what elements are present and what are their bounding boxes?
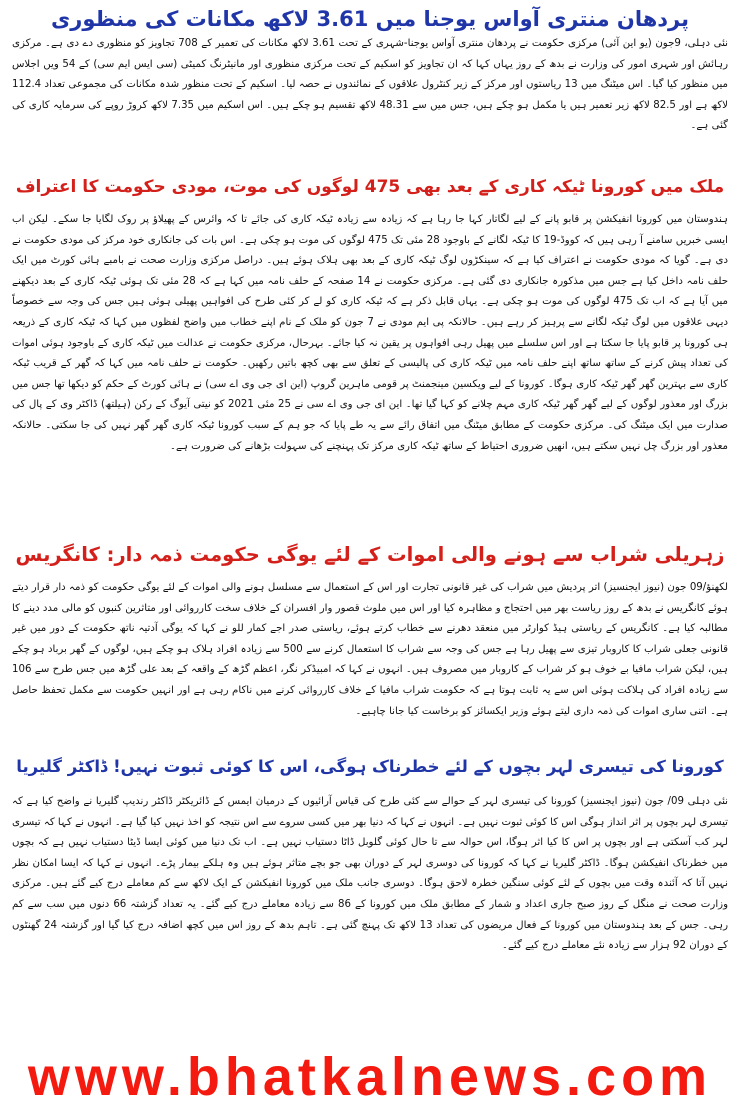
body-housing-scheme: نئی دہلی، 9جون (یو این آئی) مرکزی حکومت نے پردھان منتری آواس یوجنا-شہری کے تحت 3.61 لاکھ مکانات کی تعمیر کے 708 تجاویز کو منظوری دے دی ہے۔ مرکزی رہائش اور شہری امور کی وزارت نے بدھ کے روز یہاں کہا کہ ان تجاویز کو اسکیم کے تحت مرکزی منظوری اور مانیٹرنگ کمیٹی (سی ایس ایم سی) کے 54 ویں اجلاس میں منظور کیا گیا۔ اس میٹنگ میں 13 ریاستوں اور مرکز کے زیر کنٹرول علاقوں کے نمائندوں نے حصہ لیا۔ اسکیم کے تحت منظور شدہ مکانات کی مجموعی تعداد 112.4 لاکھ ہے اور 82.5 لاکھ زیر تعمیر ہیں یا مکمل ہو چکے ہیں، جس میں سے 48.31 لاکھ تقسیم ہو چکے ہیں۔ اس اسکیم میں 7.35 لاکھ کروڑ روپے کی سرمایہ کاری کی گئی ہے۔ — [12, 38, 728, 132]
headline-housing-scheme: پردھان منتری آواس یوجنا میں 3.61 لاکھ مکانات کی منظوری — [50, 7, 690, 31]
headline-spurious-liquor: زہریلی شراب سے ہونے والی اموات کے لئے یوگی حکومت ذمہ دار: کانگریس — [15, 543, 725, 566]
body-vaccination-deaths: ہندوستان میں کورونا انفیکشن پر قابو پانے کے لیے لگاتار کہا جا رہا ہے کہ زیادہ سے زیادہ ٹیکہ کاری کی جائے تا کہ وائرس کے پھیلاؤ پر روک لگایا جا سکے۔ لیکن اب ایسی خبریں سامنے آ رہی ہیں کہ کووڈ-19 کا ٹیکہ لگانے کے باوجود 28 مئی تک 475 لوگوں کی موت ہو چکی ہے۔ اس بات کی جانکاری خود مرکز کی مودی حکومت نے دی ہے۔ گویا کہ مودی حکومت نے اعتراف کیا ہے کہ سینکڑوں لوگ ٹیکہ کاری کے بعد بھی ہلاک ہوئے ہیں۔ دراصل مرکزی وزارت صحت نے بامبے ہائی کورٹ میں ایک حلف نامہ داخل کیا ہے جس میں مذکورہ جانکاری دی گئی ہے۔ مرکزی حکومت نے 14 صفحہ کے حلف نامہ میں کہا ہے کہ 28 مئی تک ہوئی ٹیکہ کاری کے بعد دیکھنے میں آیا ہے کہ اب تک 475 لوگوں کی موت ہو چکی ہے۔ یہاں قابل ذکر ہے کہ ٹیکہ کاری کو لے کر کئی طرح کی افواہیں پھیلی ہوئی ہیں جس کی وجہ سے خصوصاً دیہی علاقوں میں لوگ ٹیکہ لگانے سے پرہیز کر رہے ہیں۔ حالانکہ پی ایم مودی نے 7 جون کو ملک کے نام اپنے خطاب میں واضح لفظوں میں کہا کہ ٹیکہ کاری کے ذریعہ ہی کورونا پر قابو پایا جا سکتا ہے اور اس سلسلے میں پھیل رہی افواہوں پر یقین نہ کیا جائے۔ بہرحال، مرکزی حکومت نے عدالت میں ٹیکہ کاری کے باوجود ہوئی اموات کی تعداد پیش کرنے کے ساتھ ساتھ اپنے حلف نامہ میں ٹیکہ کاری کی پالیسی کے تعلق سے بھی کچھ باتیں رکھیں۔ حکومت نے حلف نامہ میں کہا کہ گھر کے قریب ٹیکہ کاری سے بہترین گھر گھر ٹیکہ کاری ہوگا۔ کورونا کے لیے ویکسین مینجمنٹ پر قومی ماہرین گروپ (این ای جی وی اے سی) نے ہائی کورٹ کے حکم کو دیکھا تھا جس میں بزرگ اور معذور لوگوں کے لیے گھر گھر ٹیکہ کاری مہم چلانے کو کہا گیا تھا۔ این ای جی وی اے سی نے 25 مئی 2021 کو نیتی آیوگ کے رکن (ہیلتھ) ڈاکٹر وی کے پال کی صدارت میں ایک میٹنگ کی۔ مرکزی حکومت کے مطابق میٹنگ میں اتفاق رائے سے یہ طے پایا کہ جو ہم کے سبب کورونا ٹیکہ کاری گھر گھر نہیں کی جا سکتی۔ حالانکہ معذور اور بزرگ چل نہیں سکتے ہیں، انھیں ضروری احتیاط کے ساتھ ٹیکہ کاری مرکز تک پہنچنے کی سہولت بڑھانے کی ضرورت ہے۔ — [12, 214, 728, 452]
article-third-wave-children — [12, 752, 728, 1070]
article-housing-scheme — [12, 4, 728, 158]
body-third-wave-children: نئی دہلی 09/ جون (نیوز ایجنسیز) کورونا کی تیسری لہر کے حوالے سے کئی طرح کی قیاس آرائیوں کے درمیان ایمس کے ڈائریکٹر ڈاکٹر رندیپ گلیریا نے واضح کیا ہے کہ تیسری لہر بچوں پر اثر انداز ہوگی اس کا کوئی ثبوت نہیں ہے۔ انہوں نے کہا کہ دنیا بھر میں کسی سروے سے اس نتیجہ کو اخذ نہیں کیا گیا ہے۔ انہوں نے کہا کہ تیسری لہر کب آسکتی ہے اور بچوں پر اس کا کیا اثر ہوگا، اس حوالہ سے تا حال کوئی گلوبل ڈاٹا دستیاب نہیں ہے۔ اب تک دنیا میں کوئی ایسا ڈیٹا دستیاب نہیں ہے کہ بچوں میں خطرناک انفیکشن ہوگا۔ ڈاکٹر گلیریا نے کہا کہ کورونا کی دوسری لہر کے دوران بھی جو بچے متاثر ہوئے ہیں وہ ہلکے بیمار پڑے۔ انہوں نے کہا کہ ایسا امکان نظر نہیں آتا کہ آئندہ وقت میں بچوں کے لئے کوئی سنگین خطرہ لاحق ہوگا۔ دوسری جانب ملک میں کورونا انفیکشن کے ایک لاکھ سے کم معاملے درج کیے گئے ہیں۔ مرکزی وزارت صحت نے منگل کے روز صبح جاری اعداد و شمار کے مطابق ملک میں کورونا کے 86 سے زیادہ معاملے درج کیے گئے۔ یہ تعداد گزشتہ 66 دنوں میں سب سے کم رہی۔ جس کے بعد ہندوستان میں کورونا کے فعال مریضوں کی تعداد 13 لاکھ تک پہنچ گئی ہے۔ تاہم بدھ کے روز اس میں کچھ اضافہ درج کیا گیا اور گزشتہ 24 گھنٹوں کے دوران 92 ہزار سے زیادہ نئے معاملے درج کیے گئے۔ — [12, 796, 728, 952]
headline-third-wave-children: کورونا کی تیسری لہر بچوں کے لئے خطرناک ہوگی، اس کا کوئی ثبوت نہیں! ڈاکٹر گلیریا — [16, 757, 724, 776]
website-footer-link[interactable]: www.bhatkalnews.com — [27, 1047, 713, 1107]
article-spurious-liquor — [12, 540, 728, 744]
article-vaccination-deaths — [12, 172, 728, 520]
body-spurious-liquor: لکھنؤ/09 جون (نیوز ایجنسیز) اتر پردیش میں شراب کی غیر قانونی تجارت اور اس کے استعمال سے مسلسل ہونے والی اموات کے لئے یوگی حکومت کو ذمہ دار قرار دیتے ہوئے کانگریس نے بدھ کے روز ریاست بھر میں احتجاج و مظاہرہ کیا اور اس میں ملوث قصور وار افسران کے خلاف سخت کارروائی اور متاثرین کنبوں کو مالی مدد دینے کا مطالبہ کیا ہے۔ کانگریس کے ریاستی ہیڈ کوارٹر میں منعقد دھرنے سے خطاب کرتے ہوئے، ریاستی صدر اجے کمار للو نے کہا کہ یوگی آدتیہ ناتھ حکومت کے دور میں غیر قانونی جعلی شراب کا کاروبار تیزی سے پھیل رہا ہے جس کی وجہ سے شراب کا استعمال کرنے سے 500 سے زیادہ افراد ہلاک ہو چکے ہیں، لوگوں کے گھر برباد ہو چکے ہیں، لیکن شراب مافیا بے خوف ہو کر شراب کے کاروبار میں مصروف ہیں۔ انہوں نے کہا کہ امبیڈکر نگر، اعظم گڑھ کے واقعہ کے بعد علی گڑھ میں جس طرح سے 106 سے زیادہ افراد کی ہلاکت ہوئی اس سے یہ ثابت ہوتا ہے کہ حکومت شراب مافیا کے خلاف کارروائی کرنے میں ناکام رہی ہے اور انہیں حکومت سے مکمل تحفظ حاصل ہے۔ اتنی ساری اموات کی ذمہ داری لیتے ہوئے وزیر ایکسائز کو برخاست کیا جانا چاہیے۔ — [12, 582, 728, 717]
headline-vaccination-deaths: ملک میں کورونا ٹیکہ کاری کے بعد بھی 475 لوگوں کی موت، مودی حکومت کا اعتراف — [15, 177, 725, 197]
